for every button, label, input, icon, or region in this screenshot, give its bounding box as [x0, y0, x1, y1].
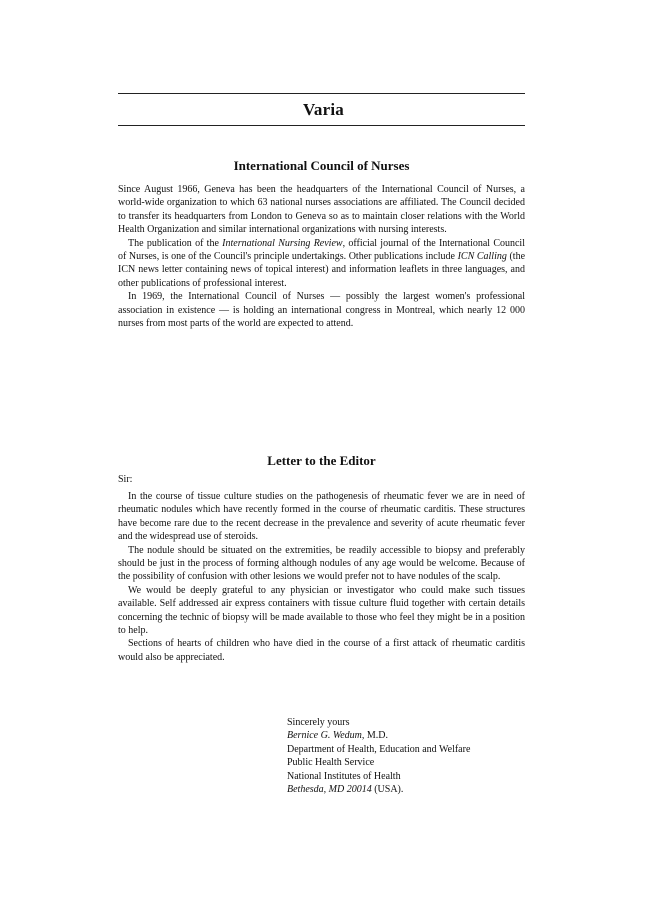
icn-heading: International Council of Nurses: [233, 158, 410, 173]
section-title: Varia: [303, 100, 344, 119]
signature-name-line: [287, 729, 470, 742]
icn-paragraph-2: The publication of the International Nursing Review, official journal of the International Council of Nurses, is one of the Council's principle undertakings. Other publications include ICN Calling (the ICN news letter containing news of topical interest) and information leaflets in three languages, and other publications of professional interest.: [118, 237, 526, 289]
letter-paragraph-2: The nodule should be situated on the extremities, be readily accessible to biopsy and preferably should be just in the process of forming although nodules of any age would be welcome. Because of the possibility of confusion with other lesions we would prefer not to have nodules of the scalp.: [118, 544, 525, 583]
icn-article: [118, 183, 525, 330]
signature-institute: National Institutes of Health: [287, 770, 401, 782]
signature-name: Bernice G. Wedum,: [287, 730, 365, 742]
letter-signature: [287, 716, 470, 796]
letter-paragraph-1: In the course of tissue culture studies on the pathogenesis of rheumatic fever we are in need of rheumatic nodules which have recently formed in the course of rheumatic carditis. These structures have become rare due to the recent decrease in the prevalence and severity of acute rheumatic fever and the widespread use of steroids.: [118, 491, 525, 543]
top-rule: [118, 93, 525, 94]
letter-paragraph-3: We would be deeply grateful to any physician or investigator who could make such tissues available. Self addressed air express containers with tissue culture fluid together with certain details concerning the technic of biopsy will be made available to those who feel they might be in a position to help.: [118, 584, 525, 637]
signature-department: Department of Health, Education and Welfare: [287, 743, 471, 755]
icn-paragraph-3: In 1969, the International Council of Nurses — possibly the largest women's professional association in existence — is holding an international congress in Montreal, which nearly 12 000 nurses from most parts of the world are expected to attend.: [118, 291, 525, 330]
signature-city: Bethesda, MD 20014: [287, 784, 372, 796]
letter-salutation: Sir:: [118, 474, 133, 485]
signature-address-line: [287, 783, 470, 796]
signature-degree: M.D.: [364, 730, 389, 742]
letter-heading: Letter to the Editor: [267, 453, 376, 468]
icn-paragraph-1: Since August 1966, Geneva has been the headquarters of the International Council of Nurses, a world-wide organization to which 63 national nurses associations are affiliated. The Council decided to transfer its headquarters from London to Geneva so as to maintain closer relations with the World Health Organization and similar international organizations with nursing interests.: [118, 184, 525, 236]
section-underline-rule: [118, 125, 525, 126]
signature-country: (USA).: [371, 784, 404, 796]
signature-service: Public Health Service: [287, 757, 375, 769]
signature-closing: Sincerely yours: [287, 717, 350, 728]
letter-body: [118, 490, 525, 664]
letter-paragraph-4: Sections of hearts of children who have died in the course of a first attack of rheumatic carditis would also be appreciated.: [118, 638, 525, 663]
